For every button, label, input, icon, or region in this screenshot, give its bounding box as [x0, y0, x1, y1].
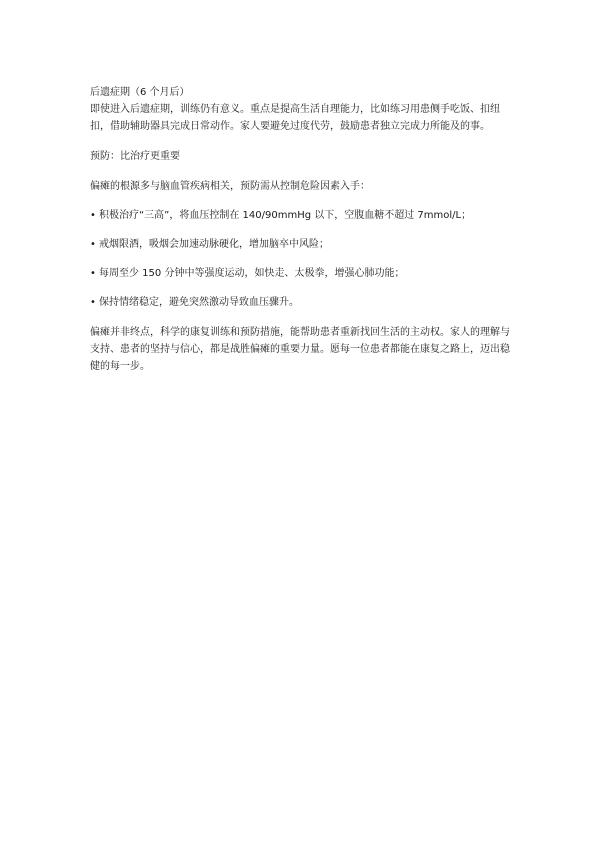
list-item: [90, 207, 510, 224]
bullet-icon: •: [90, 210, 96, 221]
sequelae-heading: 后遗症期（6 个月后）: [90, 87, 190, 98]
prevention-heading: 预防：比治疗更重要: [90, 151, 180, 162]
list-item: [90, 265, 510, 282]
list-item-text: 保持情绪稳定，避免突然激动导致血压骤升。: [99, 297, 299, 308]
list-item-text: 每周至少 150 分钟中等强度运动，如快走、太极拳，增强心肺功能；: [99, 268, 405, 279]
bullet-icon: •: [90, 239, 96, 250]
prevention-intro: 偏瘫的根源多与脑血管疾病相关，预防需从控制危险因素入手：: [90, 181, 370, 192]
list-item-text: 积极治疗“三高”，将血压控制在 140/90mmHg 以下，空腹血糖不超过 7mmol/L；: [99, 210, 472, 221]
list-item: [90, 236, 510, 253]
document-page: [90, 84, 510, 375]
sequelae-paragraph: 即使进入后遗症期，训练仍有意义。重点是提高生活自理能力，比如练习用患侧手吃饭、扣纽扣，借助辅助器具完成日常动作。家人要避免过度代劳，鼓励患者独立完成力所能及的事。: [90, 104, 500, 132]
closing-paragraph: 偏瘫并非终点，科学的康复训练和预防措施，能帮助患者重新找回生活的主动权。家人的理解与支持、患者的坚持与信心，都是战胜偏瘫的重要力量。愿每一位患者都能在康复之路上，迈出稳健的每一步。: [90, 327, 510, 372]
list-item: [90, 294, 510, 311]
bullet-icon: •: [90, 297, 96, 308]
list-item-text: 戒烟限酒，吸烟会加速动脉硬化，增加脑卒中风险；: [99, 239, 329, 250]
bullet-icon: •: [90, 268, 96, 279]
